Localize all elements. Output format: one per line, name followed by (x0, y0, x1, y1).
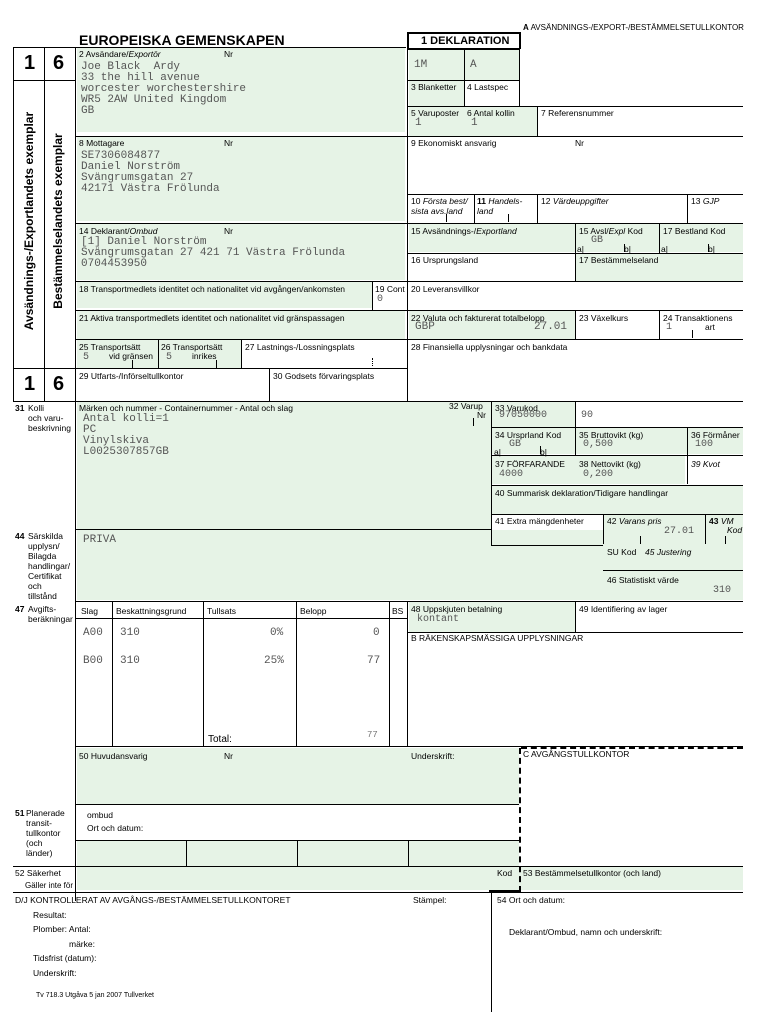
box15-label: 15 Avsändnings-/Exportland (411, 226, 517, 236)
box52-sub: Gäller inte för (25, 881, 74, 890)
box25-label: 25 Transportsätt (79, 342, 141, 352)
box24-value: 1 (666, 322, 673, 333)
fill-box52 (77, 866, 519, 890)
declarant-line-2: Svängrumsgatan 27 421 71 Västra Frölunda (81, 247, 346, 259)
box36-label: 36 Förmåner (691, 430, 740, 440)
box4-label: 4 Lastspec (467, 82, 509, 92)
box26-value: 5 (166, 352, 173, 363)
box50-signature: Underskrift: (411, 751, 455, 761)
su-kod-label: SU Kod (607, 547, 637, 557)
box48-label: 48 Uppskjuten betalning (411, 604, 503, 614)
box19-label: 19 Cont (375, 284, 405, 294)
box5-value: 1 (415, 117, 422, 129)
box29-label: 29 Utfarts-/Införseltullkontor (79, 371, 184, 381)
fill-box51 (77, 840, 519, 866)
goods-line-4: L0025307857GB (83, 446, 169, 458)
box16-label: 16 Ursprungsland (411, 255, 479, 265)
box7-label: 7 Referensnummer (541, 108, 614, 118)
box9-label: 9 Ekonomiskt ansvarig (411, 138, 497, 148)
box33-value-2: 90 (581, 410, 594, 421)
box27-label: 27 Lastnings-/Lossningsplats (245, 342, 355, 352)
box42-value: 27.01 (664, 526, 695, 537)
box37-label: 37 FÖRFARANDE (495, 459, 565, 469)
tax-total-value: 77 (367, 730, 378, 740)
box30-label: 30 Godsets förvaringsplats (273, 371, 375, 381)
box1-value-a: 1M (414, 59, 428, 71)
tax-row-2-tullsats: 25% (264, 655, 284, 667)
goods-line-1: Antal kolli=1 (83, 413, 169, 425)
box20-label: 20 Leveransvillkor (411, 284, 480, 294)
exporter-line-5: GB (81, 105, 95, 117)
boxd-signature: Underskrift: (33, 968, 77, 978)
box36-value: 100 (695, 439, 714, 450)
box47-num: 47 (15, 604, 25, 614)
box17a-label: 17 Bestland Kod (663, 226, 726, 236)
box46-value: 310 (713, 585, 732, 596)
box25-label-b: vid gränsen (109, 351, 153, 361)
exporter-line-2: 33 the hill avenue (81, 72, 200, 84)
tax-row-2-slag: B00 (83, 655, 103, 667)
box25-value: 5 (83, 352, 90, 363)
box17a-a: a| (661, 244, 668, 254)
box44-side: Särskilda upplysn/ Bilagda handlingar/ Certifikat och tillstånd (28, 531, 71, 601)
box47-side: Avgifts- beräkningar (28, 604, 73, 624)
box6-value: 1 (471, 117, 478, 129)
box26-label-b: inrikes (192, 351, 217, 361)
box35-value: 0,500 (583, 439, 614, 450)
box15a-a: a| (577, 244, 584, 254)
consignee-line-3: Svängrumsgatan 27 (81, 172, 194, 184)
boxd-seals: Plomber: Antal: (33, 924, 91, 934)
boxb-label: B RÄKENSKAPSMÄSSIGA UPPLYSNINGAR (411, 633, 584, 643)
box24-label: 24 Transaktionens (663, 313, 733, 323)
tax-header-bs: BS (392, 606, 404, 616)
box12-label: 12 Värdeuppgifter (541, 196, 609, 206)
box43-label: 43 VM (709, 516, 734, 526)
box50-label: 50 Huvudansvarig (79, 751, 148, 761)
box31-heading: Märken och nummer - Containernummer - Antal och slag (79, 403, 294, 413)
box22-currency: GBP (415, 321, 435, 333)
boxd-label: D/J KONTROLLERAT AV AVGÅNGS-/BESTÄMMELSETULLKONTORET (15, 895, 291, 905)
box38-value: 0,200 (583, 469, 614, 480)
box34-value: GB (509, 439, 522, 450)
boxc-label: C AVGÅNGSTULLKONTOR (523, 749, 630, 759)
box11-label: 11 Handels- land (477, 196, 523, 216)
box23-label: 23 Växelkurs (579, 313, 629, 323)
box3-label: 3 Blanketter (411, 82, 457, 92)
goods-line-3: Vinylskiva (83, 435, 150, 447)
box40-label: 40 Summarisk deklaration/Tidigare handlingar (495, 488, 669, 498)
box44-num: 44 (15, 531, 25, 541)
box32-nr: Nr (477, 410, 486, 420)
box13-label: 13 GJP (691, 196, 720, 206)
exporter-line-3: worcester worchestershire (81, 83, 247, 95)
box34-a: a| (494, 447, 501, 457)
tax-row-1-slag: A00 (83, 627, 103, 639)
box17a-b: b| (708, 244, 715, 254)
box51-side: Planerade transit- tullkontor (och länder) (26, 808, 65, 858)
consignee-line-4: 42171 Västra Frölunda (81, 183, 220, 195)
exporter-line-4: WR5 2AW United Kingdom (81, 94, 227, 106)
box54-label: 54 Ort och datum: (497, 895, 566, 905)
tax-row-2-grund: 310 (120, 655, 140, 667)
box33-label: 33 Varukod (495, 403, 538, 413)
box14-nr: Nr (224, 226, 233, 236)
box10-label: 10 Första best/ sista avs.land (411, 196, 468, 216)
box1-value-b: A (470, 59, 477, 71)
box34-b: b| (540, 447, 547, 457)
box43-kod: Kod (727, 525, 743, 535)
copy-number-1-bottom: 1 (24, 373, 36, 395)
tax-row-1-tullsats: 0% (270, 627, 284, 639)
box1-label: 1 DEKLARATION (421, 35, 510, 47)
box33-value: 97050000 (499, 410, 548, 421)
tax-header-tullsats: Tullsats (207, 606, 236, 616)
box50-nr: Nr (224, 751, 233, 761)
copy-number-1: 1 (24, 52, 36, 74)
declarant-line-1: [1] Daniel Norström (81, 236, 207, 248)
tax-row-1-belopp: 0 (373, 627, 380, 639)
declarant-line-3: 0704453950 (81, 258, 148, 270)
exporter-line-1: Joe Black Ardy (81, 61, 181, 73)
box34-label: 34 Ursprland Kod (495, 430, 562, 440)
box15a-value: GB (591, 235, 604, 246)
box9-nr: Nr (575, 138, 584, 148)
box2-nr: Nr (224, 49, 233, 59)
copy-number-6-bottom: 6 (53, 373, 65, 395)
box26-label: 26 Transportsätt (161, 342, 223, 352)
box51-num: 51 (15, 808, 25, 818)
corner-a-label: A AVSÄNDNINGS-/EXPORT-/BESTÄMMELSETULLKONTOR (523, 23, 744, 32)
boxd-stamp: Stämpel: (413, 895, 447, 905)
box53-label: 53 Bestämmelsetullkontor (och land) (523, 868, 661, 878)
tax-header-slag: Slag (81, 606, 99, 616)
vertical-label-export: Avsändnings-/Exportlandets exemplar (22, 111, 36, 331)
box54-sub: Deklarant/Ombud, namn och underskrift: (509, 927, 663, 937)
box38-label: 38 Nettovikt (kg) (579, 459, 641, 469)
box50-place-date: Ort och datum: (87, 823, 144, 833)
box8-label: 8 Mottagare (79, 138, 125, 148)
consignee-line-2: Daniel Norström (81, 161, 181, 173)
box5-label: 5 Varuposter (411, 108, 460, 118)
box39-label: 39 Kvot (691, 459, 720, 469)
box22-label: 22 Valuta och fakturerat totalbelopp (411, 313, 545, 323)
box21-label: 21 Aktiva transportmedlets identitet och nationalitet vid gränspassagen (79, 313, 345, 323)
box24-art: art (705, 322, 715, 332)
box35-label: 35 Bruttovikt (kg) (579, 430, 644, 440)
box19-value: 0 (377, 294, 384, 305)
box52-label: 52 Säkerhet (15, 868, 61, 878)
form-title: EUROPEISKA GEMENSKAPEN (79, 32, 285, 48)
box8-nr: Nr (224, 138, 233, 148)
box49-label: 49 Identifiering av lager (579, 604, 668, 614)
tax-row-1-grund: 310 (120, 627, 140, 639)
box45-label: 45 Justering (645, 547, 692, 557)
box15a-b: b| (624, 244, 631, 254)
footer-text: Tv 718.3 Utgåva 5 jan 2007 Tullverket (36, 992, 154, 999)
copy-number-6: 6 (53, 52, 65, 74)
box6-label: 6 Antal kollin (467, 108, 515, 118)
box14-label: 14 Deklarant/Ombud (79, 226, 158, 236)
box31-num: 31 (15, 403, 25, 413)
boxd-result: Resultat: (33, 910, 67, 920)
box32-label: 32 Varup (449, 401, 483, 411)
box42-label: 42 Varans pris (607, 516, 662, 526)
consignee-line-1: SE7306084877 (81, 150, 161, 162)
box15a-label: 15 Avsl/Expl Kod (579, 226, 643, 236)
box31-side: Kolli och varu- beskrivning (28, 403, 71, 433)
box41-label: 41 Extra mängdenheter (495, 516, 584, 526)
box2-label: 2 Avsändare/Exportör (79, 49, 161, 59)
box44-value: PRIVA (83, 534, 117, 546)
box28-label: 28 Finansiella upplysningar och bankdata (411, 342, 568, 352)
tax-total-label: Total: (208, 734, 232, 745)
box18-label: 18 Transportmedlets identitet och nationalitet vid avgången/ankomsten (79, 284, 346, 294)
fill-box44 (77, 530, 743, 600)
goods-line-2: PC (83, 424, 97, 436)
box48-value: kontant (417, 614, 460, 625)
tax-header-grund: Beskattningsgrund (116, 606, 187, 616)
box46-label: 46 Statistiskt värde (607, 575, 679, 585)
tax-row-2-belopp: 77 (367, 655, 381, 667)
box22-amount: 27.01 (534, 321, 568, 333)
tax-header-belopp: Belopp (300, 606, 327, 616)
boxd-deadline: Tidsfrist (datum): (33, 953, 97, 963)
box50-ombud: ombud (87, 810, 113, 820)
box37-value: 4000 (499, 469, 524, 480)
vertical-label-destination: Bestämmelselandets exemplar (51, 133, 65, 309)
box52-kod: Kod (497, 868, 513, 878)
box17-label: 17 Bestämmelseland (579, 255, 659, 265)
boxd-marks: märke: (69, 939, 95, 949)
